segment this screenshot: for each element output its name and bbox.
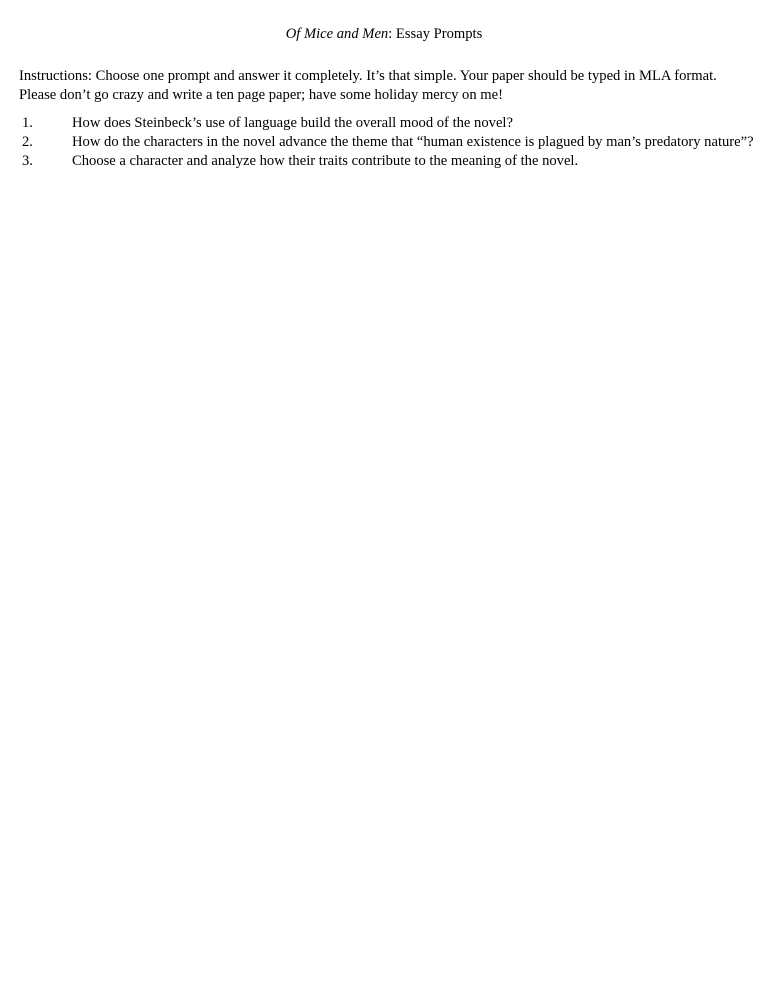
prompt-text: How do the characters in the novel advance the theme that “human existence is plagued by man’s predatory nature”? [72,134,754,150]
document-title [0,25,768,44]
prompt-text: Choose a character and analyze how their traits contribute to the meaning of the novel. [72,153,579,169]
instructions-paragraph: Instructions: Choose one prompt and answer it completely. It’s that simple. Your paper should be typed in MLA format. Please don’t go crazy and write a ten page paper; have some holiday mercy on me! [19,68,717,103]
prompt-list [19,114,754,171]
prompt-item [19,114,754,133]
book-title: Of Mice and Men [285,26,389,42]
prompt-item [19,133,754,152]
prompt-text: How does Steinbeck’s use of language build the overall mood of the novel? [72,115,513,131]
prompt-number: 2. [22,134,33,150]
prompt-number: 3. [22,153,33,169]
prompt-item [19,152,754,171]
prompt-number: 1. [22,115,33,131]
title-suffix: : Essay Prompts [388,26,483,42]
